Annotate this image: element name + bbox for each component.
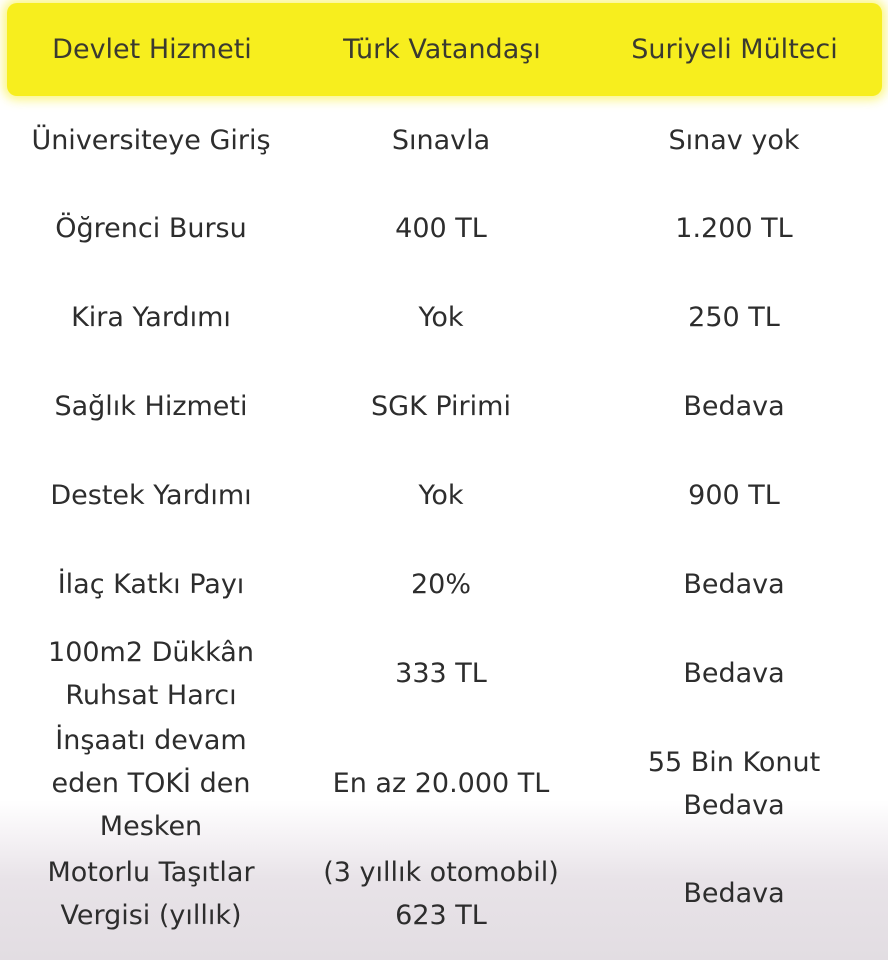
cell-syrian-refugee: Bedava xyxy=(683,658,785,689)
cell-service: İlaç Katkı Payı xyxy=(57,569,245,600)
table-row-toki-mesken xyxy=(0,718,888,849)
cell-turkish-citizen: (3 yıllık otomobil) 623 TL xyxy=(323,856,559,931)
table-header xyxy=(7,3,882,96)
cell-syrian-refugee: 900 TL xyxy=(688,480,780,511)
cell-service: Sağlık Hizmeti xyxy=(54,391,248,422)
cell-turkish-citizen: 400 TL xyxy=(395,213,487,244)
cell-turkish-citizen: En az 20.000 TL xyxy=(332,768,550,799)
cell-syrian-refugee: Sınav yok xyxy=(668,124,800,156)
cell-turkish-citizen: 333 TL xyxy=(395,658,487,689)
cell-service: İnşaatı devam eden TOKİ den Mesken xyxy=(51,725,251,842)
cell-service: Üniversiteye Giriş xyxy=(31,124,271,156)
header-devlet-hizmeti: Devlet Hizmeti xyxy=(52,34,252,65)
header-suriyeli-multeci: Suriyeli Mülteci xyxy=(631,34,838,65)
cell-turkish-citizen: SGK Pirimi xyxy=(371,391,511,422)
table-row-ogrenci-bursu xyxy=(0,184,888,273)
table-row-saglik-hizmeti xyxy=(0,362,888,451)
cell-service: Öğrenci Bursu xyxy=(55,213,247,244)
table-row-universiteye-giris xyxy=(0,96,888,184)
cell-service: Destek Yardımı xyxy=(50,480,252,511)
cell-service: Kira Yardımı xyxy=(71,302,231,333)
table-row-motorlu-tasitlar-vergisi xyxy=(0,849,888,938)
cell-syrian-refugee: Bedava xyxy=(683,391,785,422)
table-row-ilac-katki-payi xyxy=(0,540,888,629)
table-row-destek-yardimi xyxy=(0,451,888,540)
cell-turkish-citizen: Yok xyxy=(418,480,464,511)
cell-syrian-refugee: 250 TL xyxy=(688,302,780,333)
cell-turkish-citizen: Yok xyxy=(418,302,464,333)
table-row-dukkan-ruhsat-harci xyxy=(0,629,888,718)
header-turk-vatandasi: Türk Vatandaşı xyxy=(343,34,541,65)
cell-service: 100m2 Dükkân Ruhsat Harcı xyxy=(48,636,254,711)
cell-syrian-refugee: Bedava xyxy=(683,569,785,600)
table-row-kira-yardimi xyxy=(0,273,888,362)
cell-syrian-refugee: 55 Bin Konut Bedava xyxy=(647,746,821,821)
cell-syrian-refugee: Bedava xyxy=(683,878,785,909)
cell-syrian-refugee: 1.200 TL xyxy=(675,213,793,244)
cell-service: Motorlu Taşıtlar Vergisi (yıllık) xyxy=(47,856,255,931)
cell-turkish-citizen: Sınavla xyxy=(391,124,491,156)
cell-turkish-citizen: 20% xyxy=(410,569,471,600)
